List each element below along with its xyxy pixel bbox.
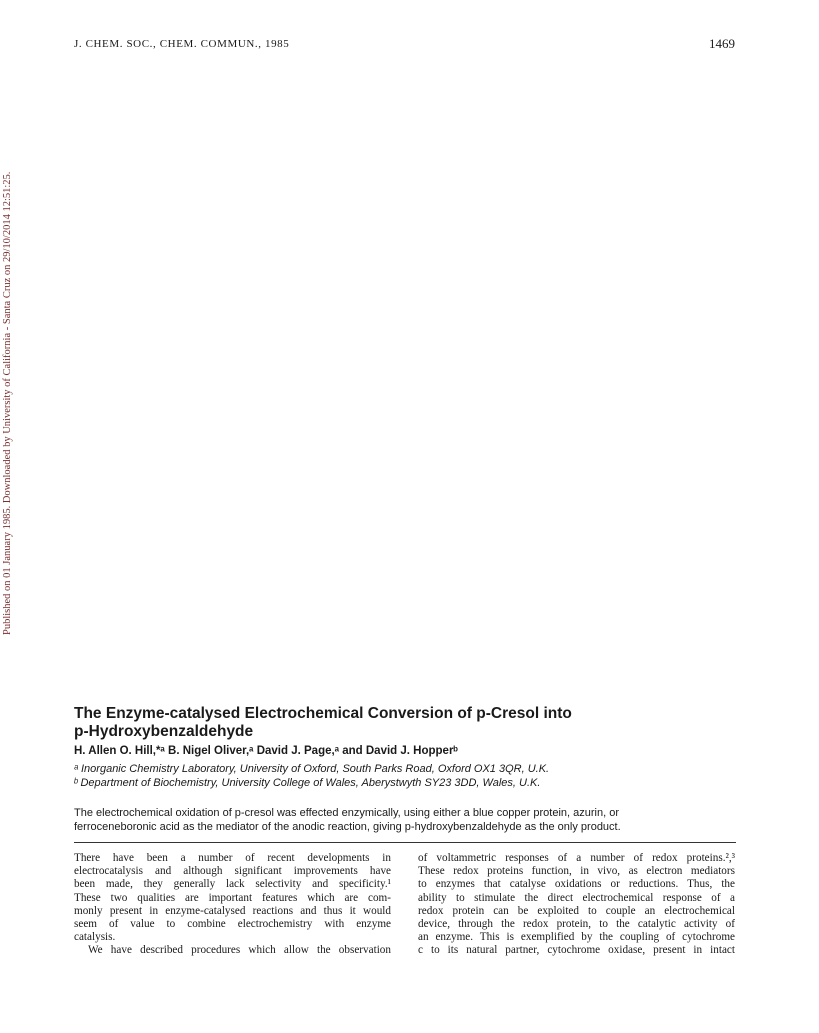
- body-column-right: [418, 852, 735, 958]
- section-divider: [74, 842, 736, 843]
- body-line: catalysis.: [74, 931, 116, 944]
- title-line-1: The Enzyme-catalysed Electrochemical Conversion of p-Cresol into: [74, 705, 572, 722]
- body-line: an enzyme. This is exemplified by the coupling of cytochrome: [418, 931, 735, 944]
- body-line: device, through the redox protein, to the catalytic activity of: [418, 918, 735, 931]
- affiliation-b: ᵇ Department of Biochemistry, University College of Wales, Aberystwyth SY23 3DD, Wales, U.K.: [74, 777, 541, 789]
- abstract: [74, 807, 750, 834]
- abstract-line-2: ferroceneboronic acid as the mediator of the anodic reaction, giving p-hydroxybenzaldehyde as the only product.: [74, 820, 621, 833]
- body-line: been made, they generally lack selectivity and specificity.¹: [74, 878, 391, 891]
- abstract-line-1: The electrochemical oxidation of p-cresol was effected enzymically, using either a blue copper protein, azurin, or: [74, 807, 619, 819]
- body-line: These two qualities are important features which are com-: [74, 891, 391, 904]
- body-line: These redox proteins function, in vivo, as electron mediators: [418, 865, 735, 878]
- author-list: H. Allen O. Hill,*ᵃ B. Nigel Oliver,ᵃ David J. Page,ᵃ and David J. Hopperᵇ: [74, 745, 458, 757]
- body-line: to enzymes that catalyse oxidations or reductions. Thus, the: [418, 878, 735, 891]
- body-line: redox protein can be exploited to couple an electrochemical: [418, 904, 735, 917]
- article-title: [74, 705, 754, 741]
- body-line: There have been a number of recent developments in: [74, 852, 391, 864]
- body-line: We have described procedures which allow the observation: [88, 944, 391, 957]
- body-line: seem of value to combine electrochemistry with enzyme: [74, 918, 391, 931]
- page-number: 1469: [709, 36, 735, 51]
- body-column-left: [74, 852, 391, 958]
- body-line: ability to stimulate the direct electrochemical response of a: [418, 891, 735, 904]
- body-line: c to its natural partner, cytochrome oxidase, present in intact: [418, 944, 735, 957]
- body-line: of voltammetric responses of a number of redox proteins.²,³: [418, 852, 735, 864]
- download-watermark: [2, 165, 18, 635]
- download-watermark-text: Published on 01 January 1985. Downloaded by University of California - Santa Cruz on 29/10/2014 12:51:25.: [2, 171, 13, 635]
- body-line: monly present in enzyme-catalysed reactions and thus it would: [74, 904, 391, 917]
- body-line: electrocatalysis and although significant improvements have: [74, 865, 391, 878]
- title-line-2: p-Hydroxybenzaldehyde: [74, 723, 254, 740]
- running-head: J. CHEM. SOC., CHEM. COMMUN., 1985: [74, 38, 290, 50]
- affiliation-a: ᵃ Inorganic Chemistry Laboratory, University of Oxford, South Parks Road, Oxford OX1 3QR, U.K.: [74, 763, 550, 775]
